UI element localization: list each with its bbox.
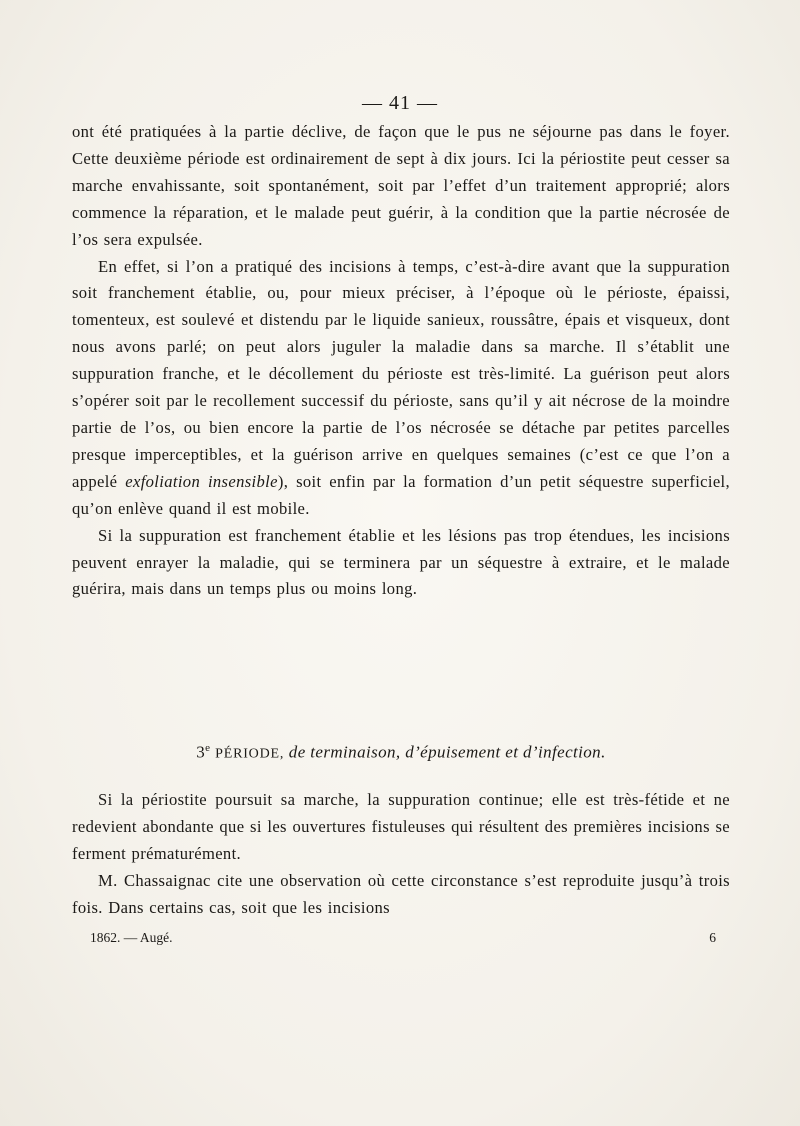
paragraph-3: Si la suppuration est franchement établie et les lésions pas trop étendues, les incisions peuvent enrayer la maladie, qui se terminera par un séquestre à extraire, et le malade guérira, mais dans un temps plus ou moins long. <box>72 525 730 599</box>
paragraph-1: ont été pratiquées à la partie déclive, de façon que le pus ne séjourne pas dans le foyer. Cette deuxième période est ordinairement de sept à dix jours. Ici la périostite peut cesser sa marche envahissante, soit spontanément, soit par l’effet d’un traitement approprié; alors commence la réparation, et le malade peut guérir, à la condition que la partie nécrosée de l’os sera expulsée. <box>72 122 730 249</box>
body-text-bottom <box>72 787 730 922</box>
body-text-top <box>72 119 730 603</box>
paragraph-2-emphasis: exfoliation insensible <box>125 471 278 491</box>
paragraph-2-text-before: En effet, si l’on a pratiqué des incisions à temps, c’est-à-dire avant que la suppuration soit franchement établie, ou, pour mieux préciser, à l’époque où le périoste, épaissi, tomenteux, est soulevé et distendu par le liquide sanieux, roussâtre, épais et visqueux, dont nous avons parlé; on peut alors juguler la maladie dans sa marche. Il s’établit une suppuration franche, et le décollement du périoste est très-limité. La guérison peut alors s’opérer soit par le recollement successif du périoste, sans qu’il y ait nécrose de la moindre partie de l’os, ou bien encore la partie de l’os nécrosée se détache par petites parcelles presque imperceptibles, et la guérison arrive en quelques semaines (c’est ce que l’on a appelé <box>72 256 730 491</box>
section-number: 3 <box>196 742 206 762</box>
footer-sheet-number: 6 <box>709 930 716 945</box>
footer-signature: 1862. — Augé. <box>90 930 173 945</box>
page-footer <box>90 930 716 946</box>
section-number-sup: e <box>205 742 211 754</box>
paragraph-2-text-after: ), soit enfin par la formation d’un petit séquestre superficiel, qu’on enlève quand il est mobile. <box>72 471 731 518</box>
paragraph-4: Si la périostite poursuit sa marche, la suppuration continue; elle est très-fétide et ne redevient abondante que si les ouvertures fistuleuses qui résultent des premières incisions se ferment prématurément. <box>72 790 730 863</box>
section-label: PÉRIODE, <box>215 746 285 762</box>
paragraph-5: M. Chassaignac cite une observation où cette circonstance s’est reproduite jusqu’à trois fois. Dans certains cas, soit que les incisions <box>72 870 730 917</box>
page-number-header: — 41 — <box>362 92 438 114</box>
paragraph-2 <box>72 254 730 523</box>
section-title: de terminaison, d’épuisement et d’infection. <box>288 742 606 762</box>
section-heading <box>72 742 730 763</box>
